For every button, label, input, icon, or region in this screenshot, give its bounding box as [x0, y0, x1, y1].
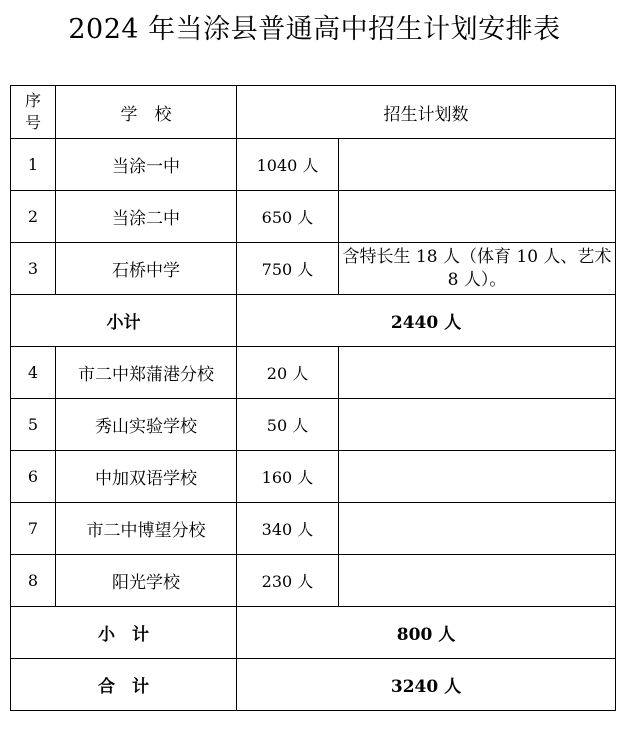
- total-value: 3240 人: [237, 659, 616, 711]
- subtotal-value: 2440 人: [237, 295, 616, 347]
- enrollment-plan-table: [10, 85, 616, 711]
- subtotal-value: 800 人: [237, 607, 616, 659]
- row-school: 石桥中学: [56, 243, 237, 295]
- row-count: 650 人: [237, 191, 339, 243]
- table-row: [11, 451, 616, 503]
- row-note: [339, 555, 616, 607]
- row-school: 当涂二中: [56, 191, 237, 243]
- header-seq: [11, 86, 56, 139]
- subtotal-label: 小 计: [11, 607, 237, 659]
- table-row: [11, 399, 616, 451]
- table-row: [11, 139, 616, 191]
- row-note: 含特长生 18 人（体育 10 人、艺术 8 人）。: [339, 243, 616, 295]
- table-row: [11, 347, 616, 399]
- row-seq: 6: [11, 451, 56, 503]
- header-seq-line2: 号: [24, 113, 41, 132]
- row-note: [339, 451, 616, 503]
- row-count: 160 人: [237, 451, 339, 503]
- row-note: [339, 191, 616, 243]
- header-plan: 招生计划数: [237, 86, 616, 139]
- row-seq: 8: [11, 555, 56, 607]
- row-count: 340 人: [237, 503, 339, 555]
- row-note: [339, 503, 616, 555]
- row-seq: 3: [11, 243, 56, 295]
- row-school: 市二中博望分校: [56, 503, 237, 555]
- total-label: 合 计: [11, 659, 237, 711]
- row-note: [339, 139, 616, 191]
- header-seq-line1: 序: [24, 91, 41, 110]
- row-seq: 4: [11, 347, 56, 399]
- row-school: 阳光学校: [56, 555, 237, 607]
- row-seq: 1: [11, 139, 56, 191]
- row-school: 当涂一中: [56, 139, 237, 191]
- row-note: [339, 347, 616, 399]
- table-row: [11, 503, 616, 555]
- row-count: 50 人: [237, 399, 339, 451]
- table-row: [11, 191, 616, 243]
- row-count: 20 人: [237, 347, 339, 399]
- row-seq: 7: [11, 503, 56, 555]
- row-count: 230 人: [237, 555, 339, 607]
- header-school: 学 校: [56, 86, 237, 139]
- table-row: [11, 243, 616, 295]
- row-school: 秀山实验学校: [56, 399, 237, 451]
- row-count: 750 人: [237, 243, 339, 295]
- row-school: 市二中郑蒲港分校: [56, 347, 237, 399]
- row-school: 中加双语学校: [56, 451, 237, 503]
- row-note: [339, 399, 616, 451]
- row-seq: 2: [11, 191, 56, 243]
- total-row: [11, 659, 616, 711]
- subtotal-row: [11, 607, 616, 659]
- subtotal-row: [11, 295, 616, 347]
- table-row: [11, 555, 616, 607]
- row-count: 1040 人: [237, 139, 339, 191]
- row-seq: 5: [11, 399, 56, 451]
- page-title: 2024 年当涂县普通高中招生计划安排表: [68, 14, 561, 45]
- table-header-row: [11, 86, 616, 139]
- subtotal-label: 小计: [11, 295, 237, 347]
